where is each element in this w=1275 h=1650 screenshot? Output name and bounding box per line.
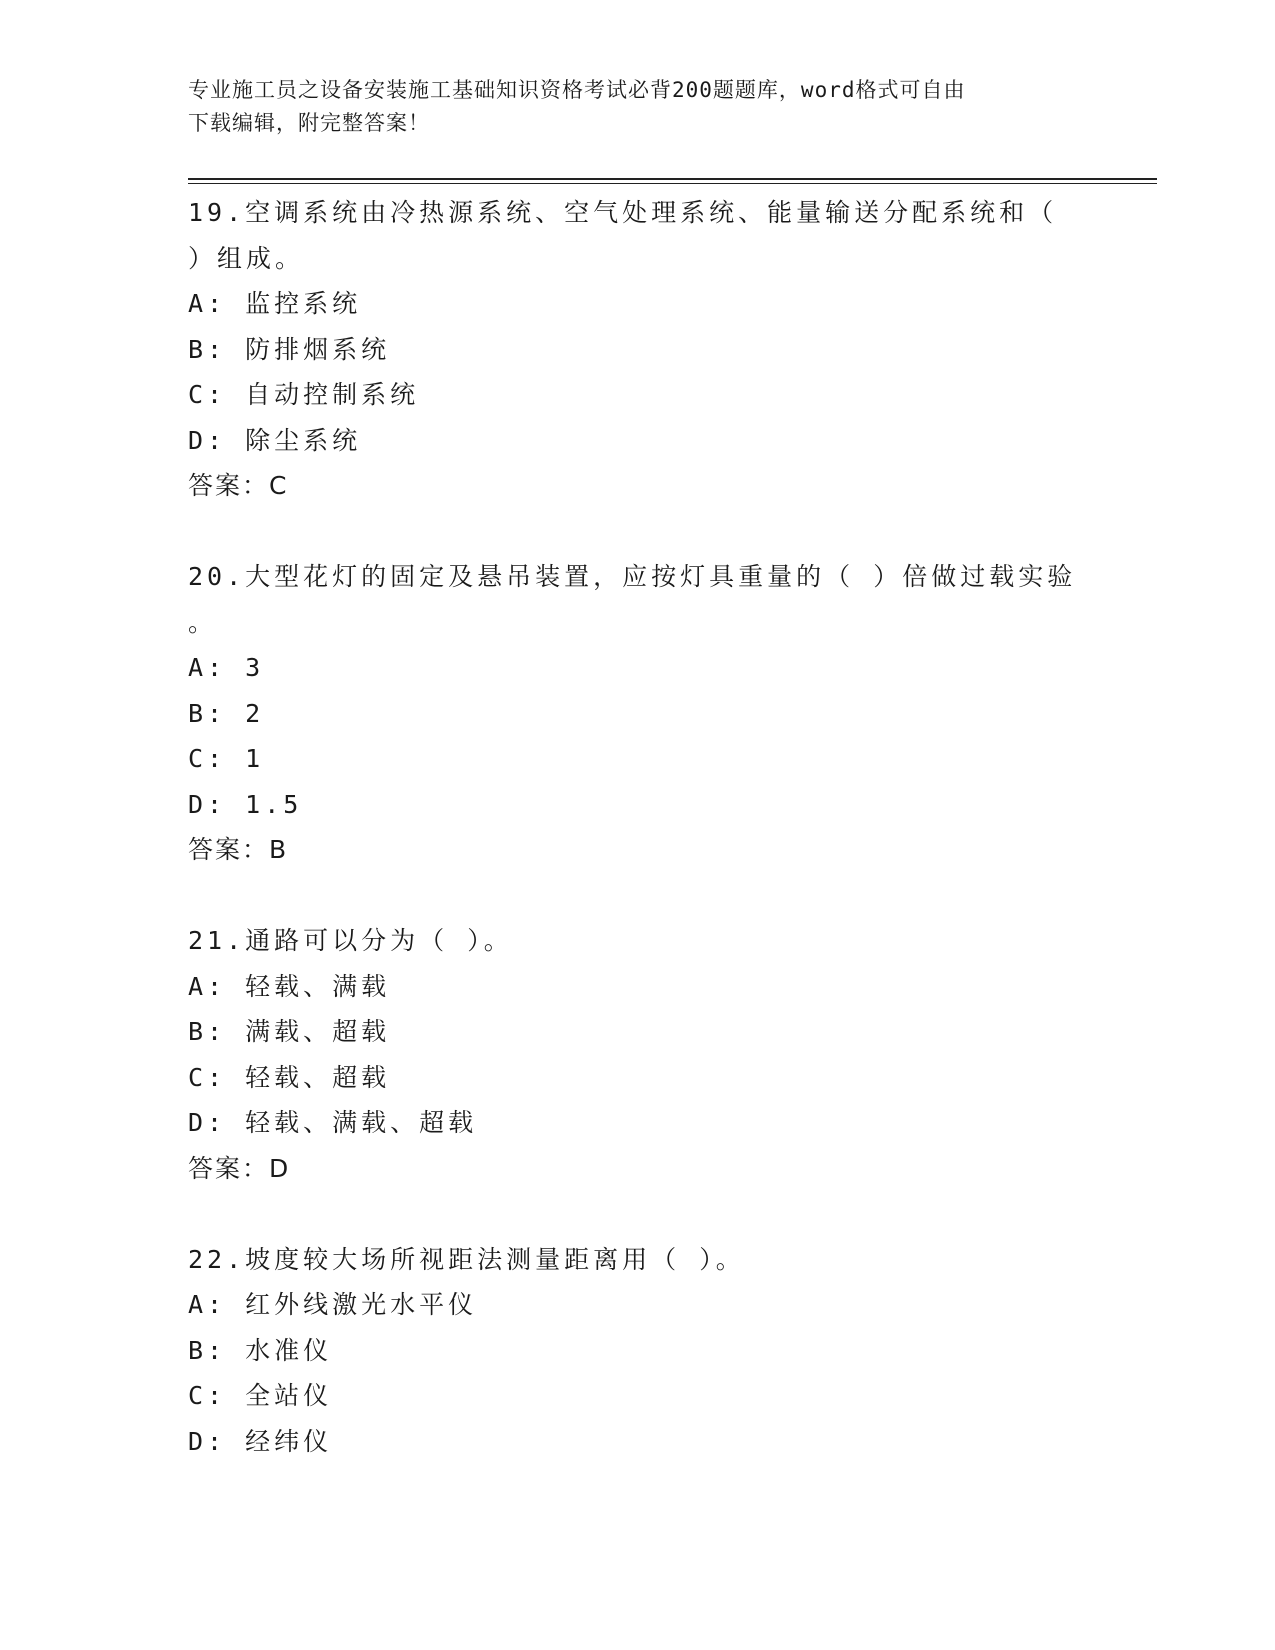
- option-c: C: 全站仪: [188, 1381, 333, 1410]
- question-19: [188, 190, 1088, 509]
- option-a: A: 监控系统: [188, 289, 362, 318]
- question-21: [188, 918, 1088, 1191]
- question-stem: 。: [188, 607, 218, 637]
- question-20: [188, 554, 1088, 873]
- option-b: B: 满载、超载: [188, 1017, 391, 1046]
- spacer: [188, 873, 1088, 919]
- document-header: [188, 74, 1088, 140]
- header-line-2: 下载编辑，附完整答案！: [188, 111, 430, 135]
- header-line-1: 专业施工员之设备安装施工基础知识资格考试必背200题题库，word格式可自由: [188, 78, 966, 102]
- answer: 答案：D: [188, 1153, 291, 1183]
- question-stem: 20.大型花灯的固定及悬吊装置，应按灯具重量的（ ）倍做过载实验: [188, 562, 1077, 591]
- option-d: D: 经纬仪: [188, 1426, 333, 1456]
- option-c: C: 1: [188, 744, 265, 773]
- question-stem: 19.空调系统由冷热源系统、空气处理系统、能量输送分配系统和（: [188, 198, 1058, 227]
- header-divider-thin: [188, 183, 1157, 184]
- option-c: C: 自动控制系统: [188, 380, 420, 409]
- question-stem: 22.坡度较大场所视距法测量距离用（ ）。: [188, 1244, 745, 1274]
- option-d: D: 除尘系统: [188, 425, 362, 455]
- header-divider-thick: [188, 178, 1157, 180]
- option-a: A: 3: [188, 653, 265, 682]
- question-stem: 21.通路可以分为（ ）。: [188, 926, 513, 955]
- option-b: B: 2: [188, 698, 265, 728]
- answer: 答案：C: [188, 471, 289, 500]
- question-22: [188, 1237, 1088, 1465]
- option-a: A: 红外线激光水平仪: [188, 1290, 478, 1319]
- option-d: D: 1.5: [188, 789, 303, 819]
- spacer: [188, 1191, 1088, 1237]
- option-b: B: 水准仪: [188, 1335, 333, 1365]
- answer: 答案：B: [188, 835, 289, 864]
- option-a: A: 轻载、满载: [188, 971, 391, 1001]
- option-d: D: 轻载、满载、超载: [188, 1108, 478, 1137]
- option-c: C: 轻载、超载: [188, 1062, 391, 1092]
- question-list: [188, 190, 1088, 1464]
- option-b: B: 防排烟系统: [188, 334, 391, 364]
- question-stem: ）组成。: [188, 243, 305, 273]
- spacer: [188, 509, 1088, 555]
